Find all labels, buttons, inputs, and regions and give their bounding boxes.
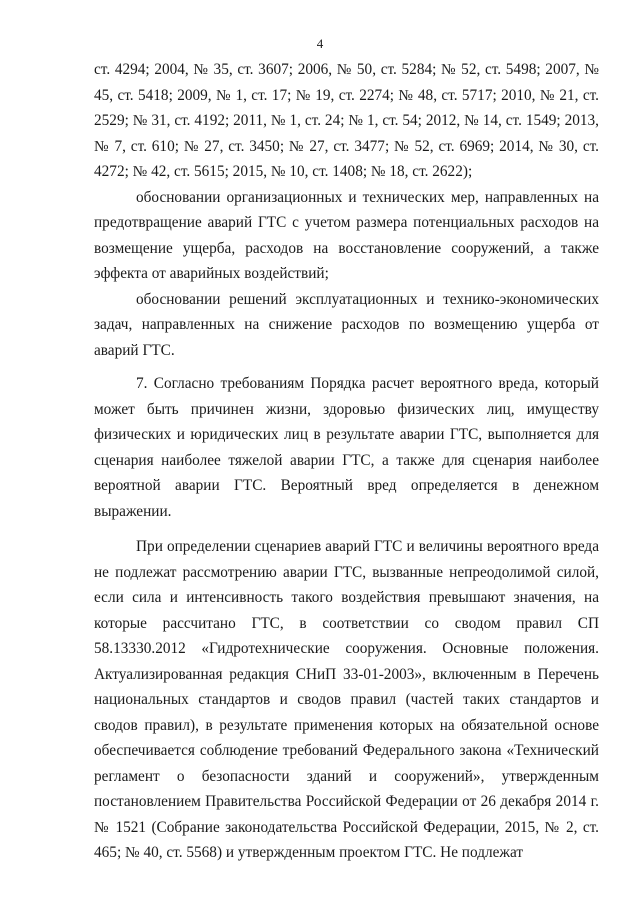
paragraph-operational-decisions: обосновании решений эксплуатационных и технико-экономических задач, направленных на снижение расходов по возмещению ущерба от аварий ГТС. <box>94 290 599 359</box>
document-body <box>94 57 599 866</box>
paragraph-references-continued: ст. 4294; 2004, № 35, ст. 3607; 2006, № 50, ст. 5284; № 52, ст. 5498; 2007, № 45, ст. 5418; 2009, № 1, ст. 17; № 19, ст. 2274; № 48, ст. 5717; 2010, № 21, ст. 2529; № 31, ст. 4192; 2011, № 1, ст. 24; № 1, ст. 54; 2012, № 14, ст. 1549; 2013, № 7, ст. 610; № 27, ст. 3450; № 27, ст. 3477; № 52, ст. 6969; 2014, № 30, ст. 4272; № 42, ст. 5615; 2015, № 10, ст. 1408; № 18, ст. 2622); <box>94 61 599 180</box>
paragraph-section-7: 7. Согласно требованиям Порядка расчет вероятного вреда, который может быть причинен жизни, здоровью физических лиц, имуществу физических и юридических лиц в результате аварии ГТС, выполняется для сценария наиболее тяжелой аварии ГТС, а также для сценария наиболее вероятной аварии ГТС. Вероятный вред определяется в денежном выражении. <box>94 375 599 520</box>
page-number: 4 <box>316 36 324 51</box>
paragraph-organizational-measures: обосновании организационных и технических мер, направленных на предотвращение аварий ГТС с учетом размера потенциальных расходов на возмещение ущерба, расходов на восстановление сооружений, а также эффекта от аварийных воздействий; <box>94 188 599 282</box>
paragraph-scenarios: При определении сценариев аварий ГТС и величины вероятного вреда не подлежат рассмотрению аварии ГТС, вызванные непреодолимой силой, если сила и интенсивность такого воздействия превышают значения, на которые рассчитано ГТС, в соответствии со сводом правил СП 58.13330.2012 «Гидротехнические сооружения. Основные положения. Актуализированная редакция СНиП 33-01-2003», включенным в Перечень национальных стандартов и сводов правил (частей таких стандартов и сводов правил), в результате применения которых на обязательной основе обеспечивается соблюдение требований Федерального закона «Технический регламент о безопасности зданий и сооружений», утвержденным постановлением Правительства Российской Федерации от 26 декабря 2014 г. № 1521 (Собрание законодательства Российской Федерации, 2015, № 2, ст. 465; № 40, ст. 5568) и утвержденным проектом ГТС. Не подлежат <box>94 538 599 861</box>
